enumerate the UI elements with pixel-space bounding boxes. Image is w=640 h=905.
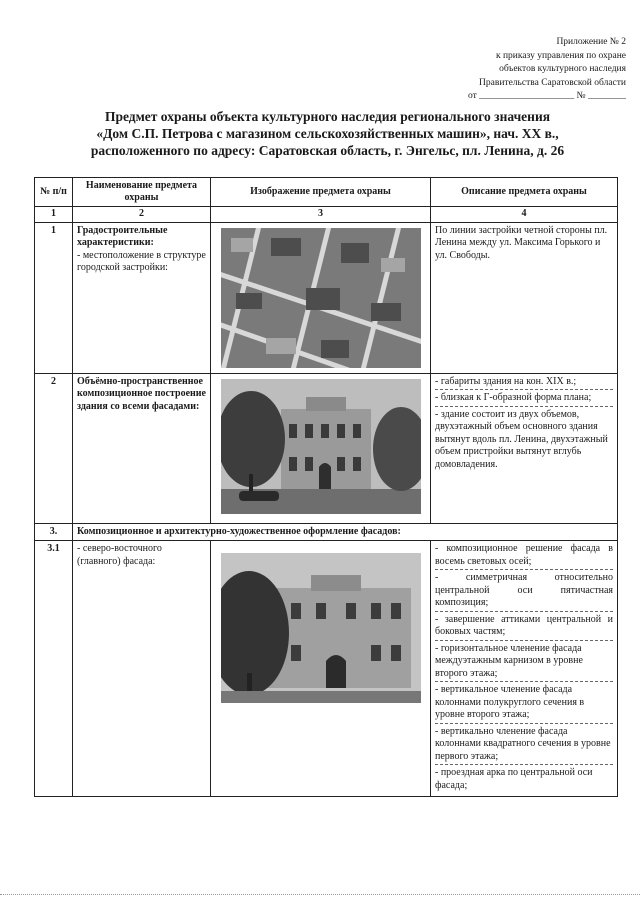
appendix-line: объектов культурного наследия <box>499 64 626 74</box>
table-row <box>35 373 618 523</box>
desc-item: - габариты здания на кон. XIX в.; <box>435 376 613 391</box>
desc-item: - близкая к Г-образной форма плана; <box>435 392 613 407</box>
table-header-row <box>35 178 618 207</box>
row-name-bold: Градостроительные характеристики: <box>77 224 168 248</box>
header-num: № п/п <box>35 178 73 207</box>
row-name-cell <box>73 222 211 373</box>
desc-item: - вертикальное членение фасада колоннами полукруглого сечения в уровне второго этажа; <box>435 684 613 724</box>
header-desc: Описание предмета охраны <box>431 178 618 207</box>
row-number: 1 <box>35 222 73 373</box>
document-title <box>40 108 615 159</box>
column-number: 2 <box>73 207 211 223</box>
appendix-line: к приказу управления по охране <box>495 50 626 61</box>
section-row <box>35 523 618 541</box>
appendix-line: Правительства Саратовской области <box>479 77 626 88</box>
appendix-date-line: от ____________________ № ________ <box>468 91 626 101</box>
column-number: 1 <box>35 207 73 223</box>
section-label: Композиционное и архитектурно-художественное оформление фасадов: <box>73 523 618 541</box>
header-image: Изображение предмета охраны <box>211 178 431 207</box>
row-number: 2 <box>35 373 73 523</box>
main-facade-image <box>221 553 421 703</box>
row-image-cell <box>211 373 431 523</box>
table-row <box>35 222 618 373</box>
desc-item: - симметричная относительно центральной оси пятичастная композиция; <box>435 572 613 612</box>
appendix-header <box>386 36 626 104</box>
row-image-cell <box>211 222 431 373</box>
column-number: 4 <box>431 207 618 223</box>
page-bottom-divider <box>0 894 640 895</box>
column-number-row <box>35 207 618 223</box>
header-name: Наименование предмета охраны <box>73 178 211 207</box>
column-number: 3 <box>211 207 431 223</box>
row-name-bold: Объёмно-пространственное композиционное построение здания со всеми фасадами: <box>73 373 211 523</box>
title-line: расположенного по адресу: Саратовская область, г. Энгельс, пл. Ленина, д. 26 <box>90 143 565 158</box>
row-number: 3.1 <box>35 541 73 797</box>
title-line: Предмет охраны объекта культурного наследия регионального значения <box>104 109 551 124</box>
desc-item: - завершение аттиками центральной и боковых частям; <box>435 614 613 641</box>
row-image-cell <box>211 541 431 797</box>
desc-item: - проездная арка по центральной оси фасада; <box>435 767 593 791</box>
row-desc-cell: По линии застройки четной стороны пл. Ленина между ул. Максима Горького и ул. Свободы. <box>431 222 618 373</box>
desc-item: - здание состоит из двух объемов, двухэтажный объем основного здания вытянут вдоль пл. Ленина, двухэтажный объем пристройки вытянут вглубь домовладения. <box>435 408 608 470</box>
row-number: 3. <box>35 523 73 541</box>
appendix-line: Приложение № 2 <box>556 37 626 47</box>
row-name-sub: - местоположение в структуре городской застройки: <box>77 249 206 273</box>
row-desc-cell <box>431 541 618 797</box>
desc-item: - горизонтальное членение фасада междуэтажным карнизом в уровне второго этажа; <box>435 643 613 683</box>
desc-item: - вертикально членение фасада колоннами квадратного сечения в уровне первого этажа; <box>435 726 613 766</box>
table-row <box>35 541 618 797</box>
title-line: «Дом С.П. Петрова с магазином сельскохозяйственных машин», нач. XX в., <box>96 126 559 141</box>
protection-subject-table <box>34 177 618 797</box>
building-photo-image <box>221 379 421 514</box>
row-name: - северо-восточного (главного) фасада: <box>73 541 211 797</box>
row-desc-cell <box>431 373 618 523</box>
desc-item: - композиционное решение фасада в восемь световых осей; <box>435 543 613 570</box>
aerial-map-image <box>221 228 421 368</box>
